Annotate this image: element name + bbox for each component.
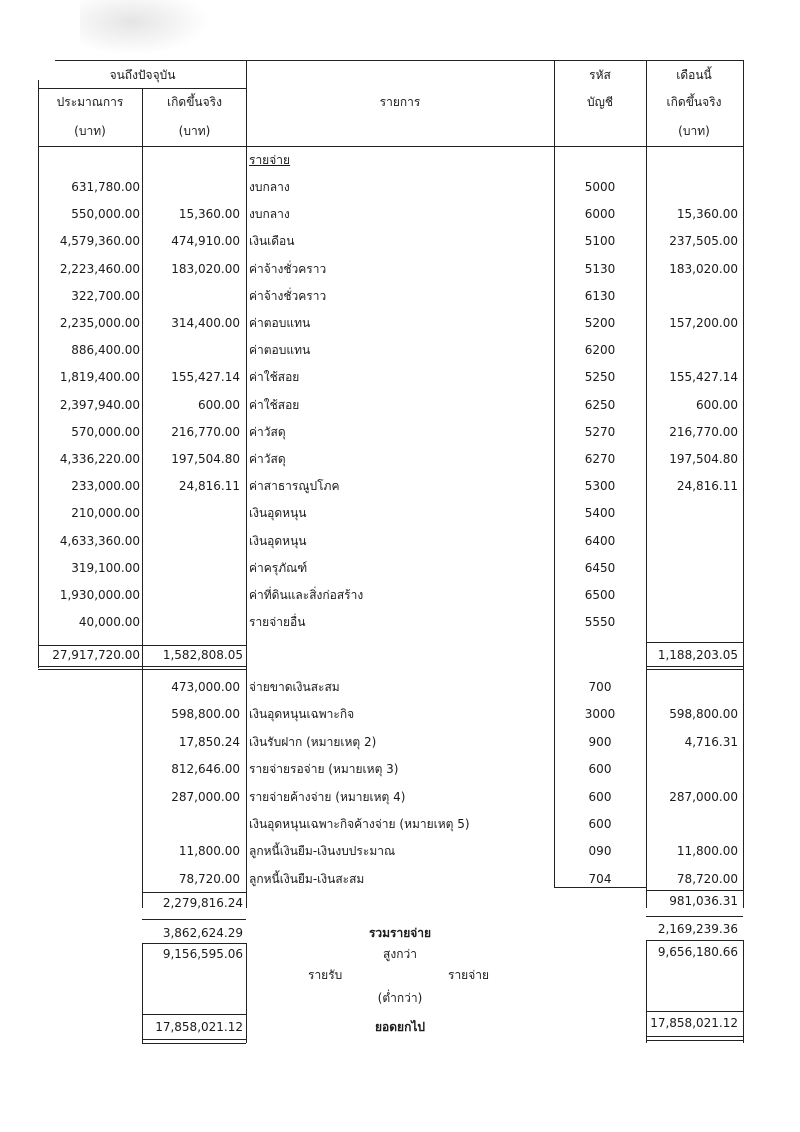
row-code: 6450 <box>584 561 616 575</box>
carry-month: 17,858,021.12 <box>650 1016 738 1030</box>
row-item: ค่าวัสดุ <box>249 425 286 439</box>
row-item: ค่าครุภัณฑ์ <box>249 561 308 575</box>
diff-month: 9,656,180.66 <box>657 945 738 959</box>
col-line-left <box>38 80 39 668</box>
header-bottom-line <box>38 146 744 147</box>
row-actual: 197,504.80 <box>171 452 240 466</box>
total-actual: 3,862,624.29 <box>162 926 243 940</box>
row-month: 237,505.00 <box>669 234 738 248</box>
total-top-rule <box>142 919 246 920</box>
row2-item: เงินอุดหนุนเฉพาะกิจค้างจ่าย (หมายเหตุ 5) <box>249 817 470 831</box>
subtotal2-actual: 2,279,816.24 <box>162 896 243 910</box>
carry-bottom-rule <box>142 1039 246 1040</box>
row-month: 183,020.00 <box>669 262 738 276</box>
row2-code: 600 <box>588 790 612 804</box>
row-item: ค่าวัสดุ <box>249 452 286 466</box>
header-code-bottom: บัญชี <box>587 95 613 109</box>
col-line-right <box>743 60 744 908</box>
row-code: 6130 <box>584 289 616 303</box>
row-month: 24,816.11 <box>676 479 738 493</box>
subtotal1-double-rule <box>38 669 246 670</box>
header-code-top: รหัส <box>589 68 611 82</box>
row-item: รายจ่ายอื่น <box>249 615 306 629</box>
carry-label: ยอดยกไป <box>375 1020 425 1034</box>
header-actual: เกิดขึ้นจริง <box>167 95 222 109</box>
row2-item: เงินรับฝาก (หมายเหตุ 2) <box>249 735 377 749</box>
row-estimate: 631,780.00 <box>71 180 140 194</box>
row-code: 6270 <box>584 452 616 466</box>
header-unit-actual: (บาท) <box>178 124 211 138</box>
diff-income: รายรับ <box>308 968 343 982</box>
subtotal1-bottom-rule <box>38 666 246 667</box>
row2-code: 700 <box>588 680 612 694</box>
row-month: 157,200.00 <box>669 316 738 330</box>
header-unit-estimate: (บาท) <box>74 124 106 138</box>
row-estimate: 1,930,000.00 <box>59 588 140 602</box>
row-item: ค่าตอบแทน <box>249 343 311 357</box>
row-month: 216,770.00 <box>669 425 738 439</box>
carry-double-rule <box>142 1043 246 1044</box>
row-month: 600.00 <box>696 398 738 412</box>
subtotal1-top-rule <box>38 645 246 646</box>
row-code: 6200 <box>584 343 616 357</box>
row2-item: รายจ่ายรอจ่าย (หมายเหตุ 3) <box>249 762 399 776</box>
row-item: ค่าที่ดินและสิ่งก่อสร้าง <box>249 588 364 602</box>
row-code: 6400 <box>584 534 616 548</box>
row-estimate: 233,000.00 <box>71 479 140 493</box>
header-item: รายการ <box>379 95 421 109</box>
row-item: ค่าจ้างชั่วคราว <box>249 289 327 303</box>
total-month: 2,169,239.36 <box>657 922 738 936</box>
row2-actual: 598,800.00 <box>171 707 240 721</box>
row-estimate: 570,000.00 <box>71 425 140 439</box>
row2-code: 600 <box>588 762 612 776</box>
carry-actual: 17,858,021.12 <box>155 1020 243 1034</box>
row-estimate: 4,579,360.00 <box>59 234 140 248</box>
row2-actual: 812,646.00 <box>171 762 240 776</box>
row2-item: รายจ่ายค้างจ่าย (หมายเหตุ 4) <box>249 790 406 804</box>
row-month: 197,504.80 <box>669 452 738 466</box>
col-line-4 <box>646 60 647 908</box>
row-actual: 216,770.00 <box>171 425 240 439</box>
header-month-actual: เกิดขึ้นจริง <box>666 95 722 109</box>
row2-month: 4,716.31 <box>684 735 738 749</box>
row2-code: 900 <box>588 735 612 749</box>
row2-item: ลูกหนี้เงินยืม-เงินสะสม <box>249 872 365 886</box>
row-actual: 183,020.00 <box>171 262 240 276</box>
row-actual: 474,910.00 <box>171 234 240 248</box>
row-item: ค่าจ้างชั่วคราว <box>249 262 327 276</box>
col-line-2 <box>246 60 247 908</box>
row2-month: 598,800.00 <box>669 707 738 721</box>
row-item: เงินอุดหนุน <box>249 506 307 520</box>
header-to-date: จนถึงปัจจุบัน <box>109 68 176 82</box>
subtotal1-month-top <box>646 642 743 643</box>
diff-higher: สูงกว่า <box>383 947 417 961</box>
carry-month-double <box>646 1040 743 1041</box>
section-title: รายจ่าย <box>249 153 291 167</box>
carry-month-bottom <box>646 1036 743 1037</box>
total-label: รวมรายจ่าย <box>368 926 432 940</box>
subtotal1-month: 1,188,203.05 <box>657 648 738 662</box>
diff-month-right-line <box>743 940 744 1043</box>
row-estimate: 4,336,220.00 <box>59 452 140 466</box>
row2-code: 3000 <box>584 707 616 721</box>
row-estimate: 4,633,360.00 <box>59 534 140 548</box>
row-code: 5200 <box>584 316 616 330</box>
row-item: ค่าสาธารณูปโภค <box>249 479 340 493</box>
header-month-unit: (บาท) <box>678 124 710 138</box>
header-month-top: เดือนนี้ <box>676 68 712 82</box>
row-estimate: 1,819,400.00 <box>59 370 140 384</box>
row2-actual: 17,850.24 <box>178 735 240 749</box>
row-month: 15,360.00 <box>676 207 738 221</box>
row2-month: 287,000.00 <box>669 790 738 804</box>
subtotal1-month-bottom <box>646 666 743 667</box>
row2-actual: 473,000.00 <box>171 680 240 694</box>
row-item: ค่าใช้สอย <box>249 370 300 384</box>
row2-code: 090 <box>588 844 612 858</box>
diff-actual: 9,156,595.06 <box>162 947 243 961</box>
row2-code: 600 <box>588 817 612 831</box>
diff-expense: รายจ่าย <box>448 968 490 982</box>
row-code: 5100 <box>584 234 616 248</box>
diff-month-left-line <box>646 940 647 1043</box>
row2-code: 704 <box>588 872 612 886</box>
diff-right-line <box>246 943 247 1043</box>
row-actual: 155,427.14 <box>171 370 240 384</box>
row2-actual: 287,000.00 <box>171 790 240 804</box>
total-month-top <box>646 916 743 917</box>
row-estimate: 2,223,460.00 <box>59 262 140 276</box>
row-estimate: 2,397,940.00 <box>59 398 140 412</box>
code-bottom-rule <box>554 887 646 888</box>
row-code: 5300 <box>584 479 616 493</box>
row2-item: ลูกหนี้เงินยืม-เงินงบประมาณ <box>249 844 396 858</box>
row-code: 5550 <box>584 615 616 629</box>
row-estimate: 322,700.00 <box>71 289 140 303</box>
row-estimate: 2,235,000.00 <box>59 316 140 330</box>
row-estimate: 210,000.00 <box>71 506 140 520</box>
header-estimate: ประมาณการ <box>56 95 124 109</box>
row-actual: 15,360.00 <box>178 207 240 221</box>
row2-actual: 11,800.00 <box>178 844 240 858</box>
diff-left-line <box>142 943 143 1043</box>
row-code: 5000 <box>584 180 616 194</box>
subtotal2-month: 981,036.31 <box>669 894 738 908</box>
row-item: เงินเดือน <box>249 234 295 248</box>
carry-top-rule <box>142 1014 246 1015</box>
diff-top-rule <box>142 943 246 944</box>
row-actual: 314,400.00 <box>171 316 240 330</box>
row-item: ค่าตอบแทน <box>249 316 311 330</box>
row-item: ค่าใช้สอย <box>249 398 300 412</box>
row-estimate: 550,000.00 <box>71 207 140 221</box>
row-estimate: 40,000.00 <box>78 615 140 629</box>
diff-lower: (ต่ำกว่า) <box>377 991 423 1005</box>
row-item: เงินอุดหนุน <box>249 534 307 548</box>
carry-month-top <box>646 1011 743 1012</box>
subtotal1-estimate: 27,917,720.00 <box>52 648 140 662</box>
row2-month: 78,720.00 <box>676 872 738 886</box>
row-item: งบกลาง <box>249 207 290 221</box>
scan-smudge <box>80 0 210 55</box>
row-code: 6500 <box>584 588 616 602</box>
row-code: 5250 <box>584 370 616 384</box>
row2-item: เงินอุดหนุนเฉพาะกิจ <box>249 707 355 721</box>
row2-actual: 78,720.00 <box>178 872 240 886</box>
row2-month: 11,800.00 <box>676 844 738 858</box>
row-estimate: 886,400.00 <box>71 343 140 357</box>
col-line-3 <box>554 60 555 888</box>
row-code: 5130 <box>584 262 616 276</box>
row-code: 5270 <box>584 425 616 439</box>
row-month: 155,427.14 <box>669 370 738 384</box>
row-actual: 24,816.11 <box>178 479 240 493</box>
top-border <box>55 60 743 61</box>
row-actual: 600.00 <box>198 398 240 412</box>
row2-item: จ่ายขาดเงินสะสม <box>249 680 340 694</box>
subtotal2-month-top <box>646 890 743 891</box>
row-code: 6250 <box>584 398 616 412</box>
diff-month-top <box>646 940 743 941</box>
subtotal2-top-rule <box>142 892 246 893</box>
row-code: 6000 <box>584 207 616 221</box>
subtotal1-month-double <box>646 669 743 670</box>
row-estimate: 319,100.00 <box>71 561 140 575</box>
subtotal1-actual: 1,582,808.05 <box>162 648 243 662</box>
row-item: งบกลาง <box>249 180 290 194</box>
row-code: 5400 <box>584 506 616 520</box>
col-line-1 <box>142 88 143 908</box>
